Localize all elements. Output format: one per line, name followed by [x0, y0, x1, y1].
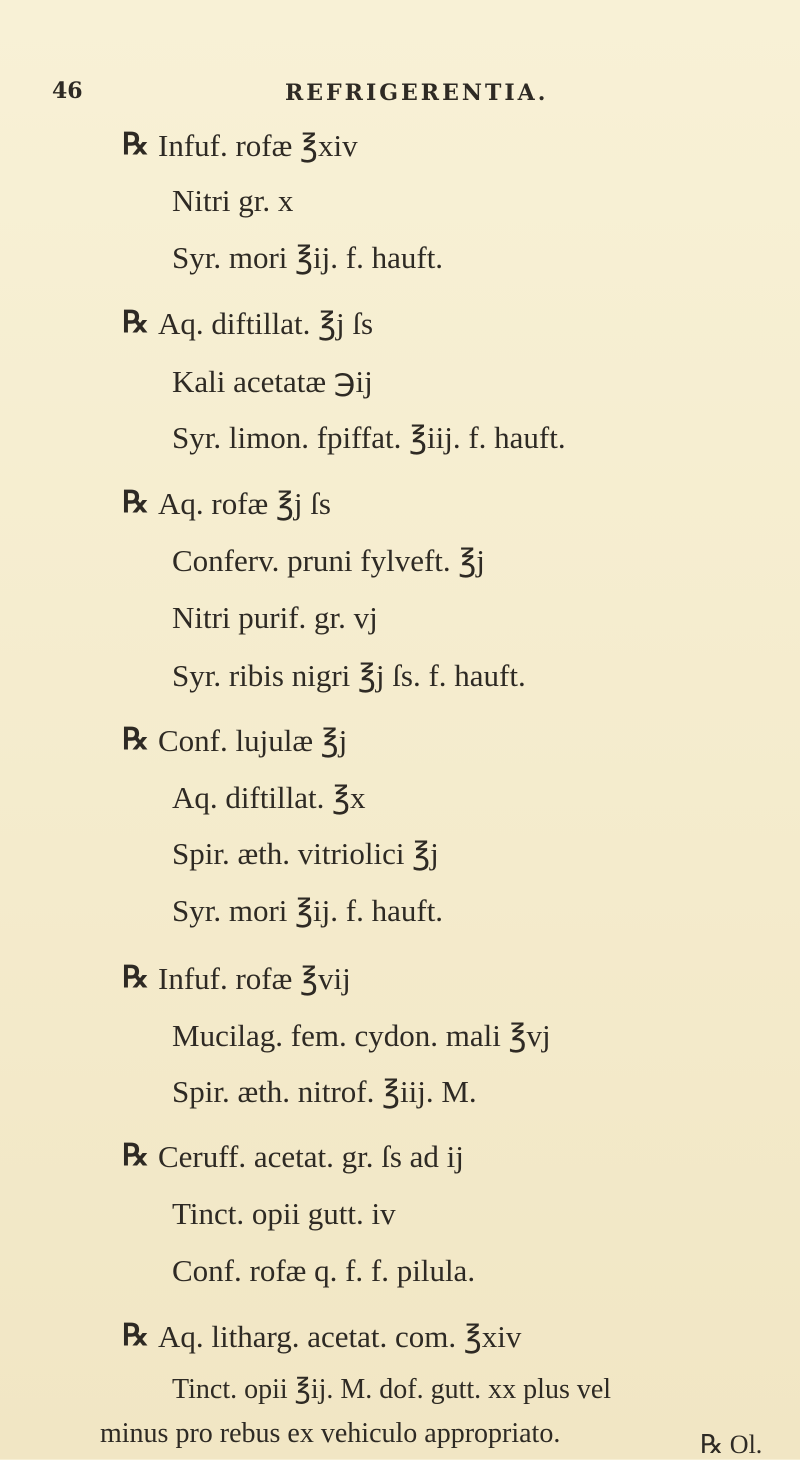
- recipe-line: Spir. æth. nitrof. ℥iij. M.: [172, 1074, 477, 1109]
- recipe-line: Mucilag. fem. cydon. mali ℥vj: [172, 1018, 551, 1053]
- recipe-line: Nitri gr. x: [172, 183, 294, 218]
- recipe-line: Aq. diftillat. ℥x: [172, 780, 366, 815]
- recipe-line: Aq. rofæ ℥j ſs: [158, 486, 331, 521]
- recipe-line: Ceruff. acetat. gr. ſs ad ij: [158, 1139, 464, 1174]
- page-number: 46: [52, 78, 83, 104]
- recipe-symbol: ℞: [122, 1139, 149, 1172]
- recipe-symbol: ℞: [122, 486, 149, 519]
- recipe-line: Infuf. rofæ ℥vij: [158, 961, 351, 996]
- recipe-line: Syr. limon. fpiffat. ℥iij. f. hauft.: [172, 420, 566, 455]
- page-header: [0, 78, 800, 118]
- recipe-line: Infuf. rofæ ℥xiv: [158, 128, 358, 163]
- recipe-line: Conferv. pruni fylveft. ℥j: [172, 543, 485, 578]
- recipe-line: Kali acetatæ ℈ij: [172, 364, 373, 399]
- recipe-line: Syr. mori ℥ij. f. hauft.: [172, 240, 444, 275]
- running-head: REFRIGERENTIA.: [285, 80, 549, 106]
- recipe-line: Conf. lujulæ ℥j: [158, 723, 348, 758]
- recipe-line: Syr. mori ℥ij. f. hauft.: [172, 893, 444, 928]
- catchword: ℞ Ol.: [700, 1430, 763, 1459]
- recipe-line: Spir. æth. vitriolici ℥j: [172, 836, 439, 871]
- recipe-symbol: ℞: [122, 306, 149, 339]
- recipe-line: Conf. rofæ q. f. f. pilula.: [172, 1253, 476, 1288]
- recipe-line: Aq. litharg. acetat. com. ℥xiv: [158, 1319, 522, 1354]
- recipe-line: Aq. diftillat. ℥j ſs: [158, 306, 374, 341]
- recipe-symbol: ℞: [122, 1319, 149, 1352]
- recipe-line: Syr. ribis nigri ℥j ſs. f. hauft.: [172, 658, 526, 693]
- recipe-symbol: ℞: [122, 128, 149, 161]
- recipe-line: minus pro rebus ex vehiculo appropriato.: [100, 1418, 561, 1449]
- recipe-line: Nitri purif. gr. vj: [172, 600, 378, 635]
- recipe-line: Tinct. opii gutt. iv: [172, 1196, 396, 1231]
- recipe-symbol: ℞: [122, 961, 149, 994]
- recipe-symbol: ℞: [122, 723, 149, 756]
- recipe-line: Tinct. opii ℥ij. M. dof. gutt. xx plus vel: [172, 1374, 612, 1405]
